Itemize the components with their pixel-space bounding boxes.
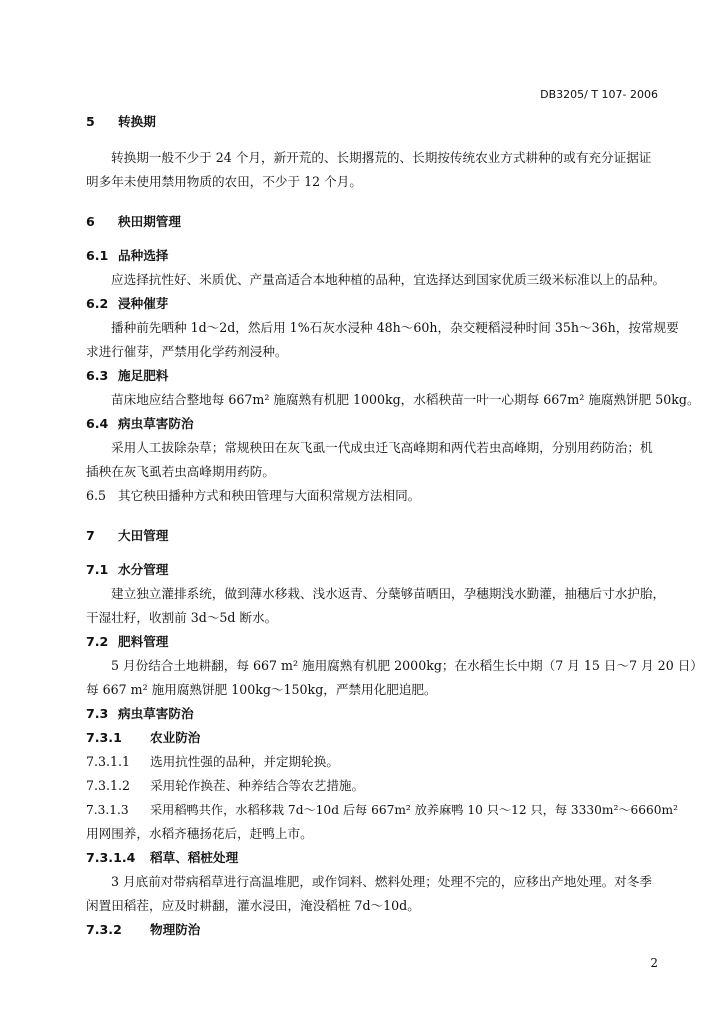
section-7-2-para-line2: 每 667 m² 施用腐熟饼肥 100kg～150kg，严禁用化肥追肥。 (86, 682, 437, 697)
section-6-5-item: 6.5 其它秧田播种方式和秧田管理与大面积常规方法相同。 (86, 488, 421, 503)
doc-code: DB3205/ T 107- 2006 (540, 88, 658, 101)
section-6-2-para-line2: 求进行催芽，严禁用化学药剂浸种。 (86, 344, 288, 359)
section-7-3-1-heading: 7.3.1 农业防治 (86, 730, 201, 745)
section-7-2-para-line1: 5 月份结合土地耕翻，每 667 m² 施用腐熟有机肥 2000kg；在水稻生长中期（7 月 15 日～7 月 20 日） (111, 658, 703, 673)
section-6-1-para: 应选择抗性好、米质优、产量高适合本地种植的品种，宜选择达到国家优质三级米标准以上的品种。 (111, 272, 666, 287)
section-7-heading: 7 大田管理 (86, 528, 169, 543)
section-6-4-heading: 6.4 病虫草害防治 (86, 416, 194, 431)
item-7-3-1-4-para-line1: 3 月底前对带病稻草进行高温堆肥，或作饲料、燃料处理；处理不完的，应移出产地处理。对冬季 (111, 874, 652, 889)
section-6-3-heading: 6.3 施足肥料 (86, 368, 169, 383)
section-7-2-heading: 7.2 肥料管理 (86, 634, 169, 649)
section-5-para-line1: 转换期一般不少于 24 个月，新开荒的、长期撂荒的、长期按传统农业方式耕种的或有充分证据证 (111, 150, 652, 165)
section-6-4-para-line1: 采用人工拔除杂草；常规秧田在灰飞虱一代成虫迁飞高峰期和两代若虫高峰期，分别用药防治；机 (111, 440, 653, 455)
item-7-3-1-4-heading: 7.3.1.4 稻草、稻桩处理 (86, 850, 239, 865)
section-6-4-para-line2: 插秧在灰飞虱若虫高峰期用药防。 (86, 464, 275, 479)
section-6-heading: 6 秧田期管理 (86, 214, 181, 229)
section-6-2-heading: 6.2 浸种催芽 (86, 296, 169, 311)
page-number: 2 (650, 956, 658, 970)
item-7-3-1-1: 7.3.1.1 选用抗性强的品种，并定期轮换。 (86, 754, 339, 769)
section-7-1-para-line2: 干湿壮籽，收割前 3d～5d 断水。 (86, 610, 278, 625)
section-7-1-para-line1: 建立独立灌排系统，做到薄水移栽、浅水返青、分蘖够苗晒田，孕穗期浅水勤灌，抽穗后寸水护胎， (111, 586, 666, 601)
section-6-2-para-line1: 播种前先晒种 1d～2d，然后用 1%石灰水浸种 48h～60h，杂交粳稻浸种时间 35h～36h，按常规要 (111, 320, 679, 335)
item-7-3-1-2: 7.3.1.2 采用轮作换茬、种养结合等农艺措施。 (86, 778, 365, 793)
section-7-3-heading: 7.3 病虫草害防治 (86, 706, 194, 721)
item-7-3-1-4-para-line2: 闲置田稻茬，应及时耕翻，灌水浸田，淹没稻桩 7d～10d。 (86, 898, 420, 913)
item-7-3-1-3-line1: 7.3.1.3 采用稻鸭共作，水稻移栽 7d～10d 后每 667m² 放养麻鸭 10 只～12 只，每 3330m²～6660m² (86, 803, 678, 817)
section-5-heading: 5 转换期 (86, 114, 156, 129)
section-6-3-para: 苗床地应结合整地每 667m² 施腐熟有机肥 1000kg，水稻秧苗一叶一心期每 667m² 施腐熟饼肥 50kg。 (111, 392, 700, 407)
section-5-para-line2: 明多年未使用禁用物质的农田，不少于 12 个月。 (86, 174, 362, 189)
section-6-1-heading: 6.1 品种选择 (86, 248, 169, 263)
item-7-3-1-3-line2: 用网围养，水稻齐穗扬花后，赶鸭上市。 (86, 826, 313, 841)
section-7-3-2-heading: 7.3.2 物理防治 (86, 922, 201, 937)
section-7-1-heading: 7.1 水分管理 (86, 562, 169, 577)
